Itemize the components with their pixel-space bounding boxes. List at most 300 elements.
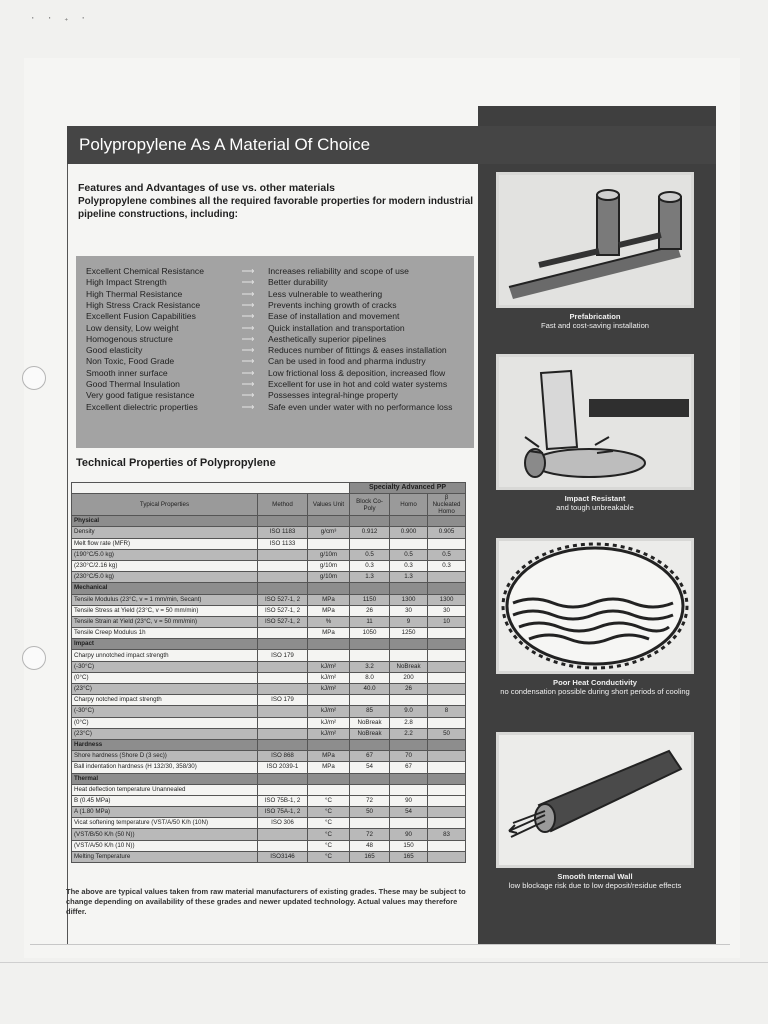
table-cell [390,784,428,795]
table-row [72,616,466,627]
feature-row [86,289,472,300]
table-cell: 8.0 [350,672,390,683]
table-row [72,549,466,560]
table-cell: 30 [428,605,466,616]
table-cell: kJ/m² [308,706,350,717]
panel-title: Poor Heat Conductivity [553,678,637,687]
table-cell: °C [308,818,350,829]
table-cell [258,717,308,728]
table-cell: Melt flow rate (MFR) [72,538,258,549]
table-row [72,795,466,806]
table-cell [428,739,466,750]
table-cell [258,684,308,695]
table-cell: 70 [390,751,428,762]
panel-text: no condensation possible during short periods of cooling [500,687,690,696]
table-row [72,807,466,818]
table-row [72,572,466,583]
table-cell [350,516,390,527]
table-row [72,762,466,773]
table-cell [308,695,350,706]
table-cell: 1300 [390,594,428,605]
feature-row [86,356,472,367]
table-row [72,684,466,695]
table-cell: g/10m [308,549,350,560]
table-cell: 8 [428,706,466,717]
arrow-right-icon: ⟶ [241,299,255,310]
arrow-right-icon: ⟶ [241,390,255,401]
table-row [72,851,466,862]
feature-row [86,323,472,334]
table-cell: 9.0 [390,706,428,717]
table-row [72,784,466,795]
table-cell: 1150 [350,594,390,605]
panel-title: Smooth Internal Wall [557,872,633,881]
table-cell: MPa [308,594,350,605]
table-cell: Tensile Modulus (23°C, v = 1 mm/min, Secant) [72,594,258,605]
table-header-cell: Values Unit [308,494,350,516]
feature-name: Excellent Chemical Resistance [86,266,204,276]
table-cell [428,851,466,862]
intro-body: Polypropylene combines all the required favorable properties for modern industrial pipeline constructions, including: [78,196,474,220]
table-cell [428,795,466,806]
table-cell [350,538,390,549]
hammer-pipe-illustration [499,357,691,487]
feature-name: Smooth inner surface [86,367,168,378]
table-cell: 3.2 [350,661,390,672]
smooth-wall-image [496,732,694,868]
table-cell: kJ/m² [308,672,350,683]
prefabrication-image [496,172,694,308]
table-cell [350,739,390,750]
table-cell: 11 [350,616,390,627]
table-cell: 1250 [390,628,428,639]
panel-caption [496,494,694,512]
panel-impact [496,354,694,512]
table-cell [350,695,390,706]
table-cell: 1.3 [390,572,428,583]
table-row [72,538,466,549]
table-cell: Hardness [72,739,258,750]
table-cell [258,628,308,639]
feature-name: Homogenous structure [86,333,173,344]
feature-name: Excellent Fusion Capabilities [86,311,196,322]
table-cell [428,583,466,594]
table-cell [350,639,390,650]
feature-benefit: Increases reliability and scope of use [268,266,409,276]
punch-hole-top [22,366,46,390]
feature-row [86,277,472,288]
feature-benefit: Prevents inching growth of cracks [268,299,397,310]
table-cell: ISO 179 [258,650,308,661]
table-cell: 10 [428,616,466,627]
table-cell: 0.5 [428,549,466,560]
table-cell: 165 [350,851,390,862]
table-cell: 0.912 [350,527,390,538]
table-cell [428,572,466,583]
table-cell: 50 [428,728,466,739]
panel-caption [496,678,694,696]
arrow-right-icon: ⟶ [241,322,255,333]
table-cell: Tensile Strain at Yield (23°C, v = 50 mm/min) [72,616,258,627]
table-cell: 0.3 [390,560,428,571]
table-row [72,739,466,750]
table-cell: Charpy notched impact strength [72,695,258,706]
table-cell: 0.3 [428,560,466,571]
table-row [72,829,466,840]
arrow-right-icon: ⟶ [241,379,255,389]
table-cell [308,773,350,784]
title-bar-extension [491,126,716,164]
table-cell: Shore hardness (Shore D (3 sec)) [72,751,258,762]
feature-benefit: Low frictional loss & deposition, increased flow [268,367,446,378]
feature-name: High Impact Strength [86,277,167,288]
table-cell: 0.5 [350,549,390,560]
table-cell [258,672,308,683]
table-cell: 54 [350,762,390,773]
intro-heading: Features and Advantages of use vs. other materials [78,182,335,194]
feature-benefit: Quick installation and transportation [268,322,405,333]
table-cell [308,583,350,594]
table-cell [308,538,350,549]
feature-row [86,379,472,390]
table-cell: Ball indentation hardness (H 132/30, 358/30) [72,762,258,773]
table-cell [258,784,308,795]
intro [78,182,478,221]
table-cell: Tensile Stress at Yield (23°C, v = 50 mm/min) [72,605,258,616]
table-cell: 72 [350,795,390,806]
panel-title: Impact Resistant [564,494,626,503]
table-cell [428,807,466,818]
table-cell [258,739,308,750]
table-cell: B (0.45 MPa) [72,795,258,806]
table-cell: MPa [308,628,350,639]
feature-benefit: Excellent for use in hot and cold water systems [268,379,448,389]
feature-name: Low density, Low weight [86,322,179,333]
table-row [72,583,466,594]
feature-row [86,402,472,413]
table-cell: g/10m [308,560,350,571]
table-row [72,628,466,639]
table-cell: 0.3 [350,560,390,571]
feature-benefit: Ease of installation and movement [268,311,400,322]
table-body [72,516,466,863]
table-cell: ISO 527-1, 2 [258,605,308,616]
feature-name: Good elasticity [86,345,143,356]
table-cell: Thermal [72,773,258,784]
table-cell [428,516,466,527]
arrow-right-icon: ⟶ [241,266,255,276]
table-cell: 0.905 [428,527,466,538]
table-cell [308,784,350,795]
feature-benefit: Less vulnerable to weathering [268,288,383,299]
table-cell: Charpy unnotched impact strength [72,650,258,661]
table-cell: Mechanical [72,583,258,594]
table-row [72,840,466,851]
table-row [72,728,466,739]
table-cell: A (1.80 MPa) [72,807,258,818]
paper-edge [30,944,730,945]
feature-row [86,300,472,311]
table-cell [258,661,308,672]
table-cell: 50 [350,807,390,818]
table-cell: 1.3 [350,572,390,583]
feature-name: Excellent dielectric properties [86,401,198,412]
table-row [72,661,466,672]
table-cell [428,784,466,795]
page-title: Polypropylene As A Material Of Choice [67,126,491,164]
table-row [72,717,466,728]
table-cell [308,639,350,650]
panel-heat [496,538,694,696]
table-cell: NoBreak [350,728,390,739]
table-cell [258,549,308,560]
table-cell: 1050 [350,628,390,639]
table-cell [428,661,466,672]
table-header-cell: Homo [390,494,428,516]
table-cell: g/10m [308,572,350,583]
arrow-right-icon: ⟶ [241,345,255,356]
table-cell [258,572,308,583]
table-cell: 54 [390,807,428,818]
table-cell: (-30°C) [72,706,258,717]
table-cell: (23°C) [72,728,258,739]
pipe-section-illustration [499,541,691,671]
table-cell: 0.900 [390,527,428,538]
table-cell [350,784,390,795]
feature-name: High Stress Crack Resistance [86,299,201,310]
feature-row [86,390,472,401]
table-cell: °C [308,851,350,862]
bottom-line [0,962,768,963]
table-cell: kJ/m² [308,728,350,739]
feature-row [86,368,472,379]
panel-text: low blockage risk due to low deposit/residue effects [508,881,682,890]
feature-benefit: Possesses integral-hinge property [268,390,398,401]
table-cell: ISO 75B-1, 2 [258,795,308,806]
punch-hole-bottom [22,646,46,670]
table-cell [428,773,466,784]
table-cell: 85 [350,706,390,717]
arrow-right-icon: ⟶ [241,401,255,412]
table-cell [258,706,308,717]
table-cell: ISO 1183 [258,527,308,538]
panel-caption [496,312,694,330]
table-row [72,560,466,571]
properties-table [71,482,466,863]
table-cell [390,739,428,750]
table-cell: 1300 [428,594,466,605]
table-row [72,516,466,527]
table-row [72,818,466,829]
table-cell: Vicat softening temperature (VST/A/50 K/h (10N) [72,818,258,829]
table-cell: 67 [390,762,428,773]
table-cell: ISO 1133 [258,538,308,549]
table-cell [390,538,428,549]
table-cell: (0°C) [72,717,258,728]
arrow-right-icon: ⟶ [241,311,255,322]
table-cell: ISO 2039-1 [258,762,308,773]
table-cell: 26 [390,684,428,695]
table-cell: NoBreak [350,717,390,728]
table-cell: °C [308,807,350,818]
table-row [72,695,466,706]
feature-benefit: Reduces number of fittings & eases installation [268,345,447,356]
table-cell: Physical [72,516,258,527]
panel-title: Prefabrication [569,312,621,321]
table-cell: MPa [308,751,350,762]
table-cell: Impact [72,639,258,650]
table-cell [308,516,350,527]
table-cell [350,773,390,784]
feature-name: Good Thermal Insulation [86,379,180,389]
feature-row [86,334,472,345]
table-cell: ISO 527-1, 2 [258,594,308,605]
table-cell [350,818,390,829]
arrow-right-icon: ⟶ [241,277,255,288]
table-cell [390,773,428,784]
table-cell [258,829,308,840]
table-cell [428,818,466,829]
table-cell [390,650,428,661]
table-cell [428,639,466,650]
table-cell: Heat deflection temperature Unannealed [72,784,258,795]
arrow-right-icon: ⟶ [241,367,255,378]
table-cell: 0.5 [390,549,428,560]
table-cell: 48 [350,840,390,851]
table-cell: 2.8 [390,717,428,728]
table-cell: 26 [350,605,390,616]
table-cell [390,516,428,527]
tech-properties-title: Technical Properties of Polypropylene [76,457,276,469]
feature-row [86,345,472,356]
table-corner [72,483,350,494]
panel-smooth [496,732,694,890]
table-cell: Density [72,527,258,538]
table-cell [390,583,428,594]
table-cell [390,695,428,706]
table-cell [258,840,308,851]
table-cell: g/cm³ [308,527,350,538]
table-header-cell: Block Co-Poly [350,494,390,516]
impact-image [496,354,694,490]
pipe-flow-illustration [499,735,691,855]
table-row [72,527,466,538]
feature-benefit: Better durability [268,277,328,288]
table-cell: ISO 75A-1, 2 [258,807,308,818]
table-cell: Tensile Creep Modulus 1h [72,628,258,639]
table-row [72,706,466,717]
table-row [72,751,466,762]
table-cell: (23°C) [72,684,258,695]
table-cell: (VST/A/50 K/h (10 N)) [72,840,258,851]
table-cell: 30 [390,605,428,616]
feature-benefit: Can be used in food and pharma industry [268,356,426,367]
table-cell [428,538,466,549]
table-group-header: Specialty Advanced PP [350,483,466,494]
arrow-right-icon: ⟶ [241,356,255,367]
table-cell: 40.0 [350,684,390,695]
table-cell [390,639,428,650]
table-row [72,672,466,683]
table-cell [308,650,350,661]
panel-text: Fast and cost-saving installation [540,321,650,330]
table-cell [428,684,466,695]
features-box [76,256,474,448]
table-cell: kJ/m² [308,684,350,695]
table-row [72,773,466,784]
feature-name: Non Toxic, Food Grade [86,356,175,367]
table-cell: (0°C) [72,672,258,683]
table-cell [258,560,308,571]
table-cell [428,717,466,728]
table-cell: ISO 868 [258,751,308,762]
table-cell: % [308,616,350,627]
table-header-cell: Method [258,494,308,516]
table-cell: 67 [350,751,390,762]
table-row [72,605,466,616]
table-cell: (-30°C) [72,661,258,672]
table-cell: ISO 179 [258,695,308,706]
table-cell: 165 [390,851,428,862]
feature-benefit: Safe even under water with no performance loss [268,401,453,412]
footnote: The above are typical values taken from raw material manufacturers of existing grades. These may be subject to change depending on availability of these grades and newer updated technology. Actual values may therefore differ. [66,887,466,916]
table-cell [428,695,466,706]
table-cell: MPa [308,605,350,616]
table-header-row [72,494,466,516]
table-cell [308,739,350,750]
table-cell: (230°C/2.16 kg) [72,560,258,571]
table-cell [428,751,466,762]
table-cell: 72 [350,829,390,840]
table-cell: kJ/m² [308,717,350,728]
table-cell [428,672,466,683]
table-cell: kJ/m² [308,661,350,672]
table-cell: (VST/B/50 K/h (50 N)) [72,829,258,840]
table-row [72,639,466,650]
feature-benefit: Aesthetically superior pipelines [268,333,386,344]
table-cell: 90 [390,829,428,840]
table-cell [428,650,466,661]
scan-mark: · · ₊ · [30,14,89,24]
table-row [72,594,466,605]
table-header-cell: β Nucleated Homo [428,494,466,516]
table-row [72,650,466,661]
table-cell: 9 [390,616,428,627]
heat-image [496,538,694,674]
table-cell [258,728,308,739]
panel-text: and tough unbreakable [556,503,634,512]
table-cell [258,639,308,650]
arrow-right-icon: ⟶ [241,288,255,299]
table-cell: ISO 527-1, 2 [258,616,308,627]
table-cell: MPa [308,762,350,773]
feature-name: High Thermal Resistance [86,288,183,299]
table-cell: 200 [390,672,428,683]
table-cell [390,818,428,829]
table-cell: °C [308,795,350,806]
panel-prefabrication [496,172,694,330]
arrow-right-icon: ⟶ [241,333,255,344]
table-cell: 150 [390,840,428,851]
table-cell [428,762,466,773]
table-cell: 90 [390,795,428,806]
panel-caption [496,872,694,890]
table-cell: NoBreak [390,661,428,672]
table-cell: ISO3146 [258,851,308,862]
table-cell [428,628,466,639]
feature-row [86,266,472,277]
table-cell: 83 [428,829,466,840]
